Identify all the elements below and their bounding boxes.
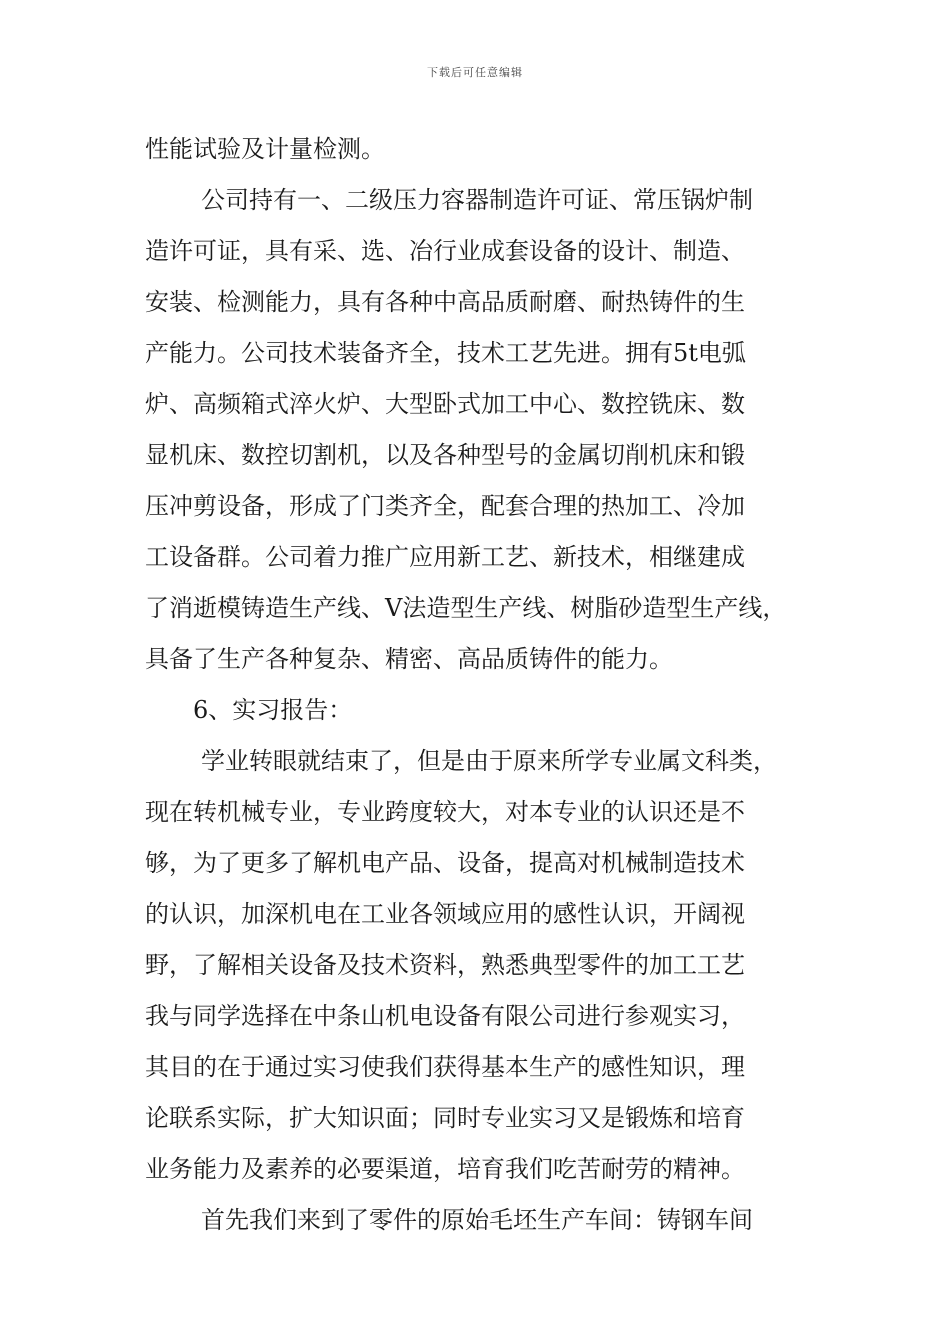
text-line: 其目的在于通过实习使我们获得基本生产的感性知识，理 xyxy=(145,1053,745,1081)
text-line: 公司持有一、二级压力容器制造许可证、常压锅炉制 xyxy=(201,186,753,214)
text-line: 产能力。公司技术装备齐全，技术工艺先进。拥有5t电弧 xyxy=(145,339,746,367)
text-line: 首先我们来到了零件的原始毛坯生产车间：铸钢车间 xyxy=(201,1206,753,1234)
section-heading: 6、实习报告： xyxy=(193,696,353,724)
text-line: 具备了生产各种复杂、精密、高品质铸件的能力。 xyxy=(145,645,673,673)
text-line: 野，了解相关设备及技术资料，熟悉典型零件的加工工艺 xyxy=(145,951,745,979)
text-line: 现在转机械专业，专业跨度较大，对本专业的认识还是不 xyxy=(145,798,745,826)
text-line: 安装、检测能力，具有各种中高品质耐磨、耐热铸件的生 xyxy=(145,288,745,316)
text-line: 的认识，加深机电在工业各领域应用的感性认识，开阔视 xyxy=(145,900,745,928)
text-line: 炉、高频箱式淬火炉、大型卧式加工中心、数控铣床、数 xyxy=(145,390,745,418)
text-line: 够，为了更多了解机电产品、设备，提高对机械制造技术 xyxy=(145,849,745,877)
text-line: 压冲剪设备，形成了门类齐全，配套合理的热加工、冷加 xyxy=(145,492,745,520)
page-header: 下载后可任意编辑 xyxy=(427,66,523,79)
text-line: 论联系实际，扩大知识面；同时专业实习又是锻炼和培育 xyxy=(145,1104,745,1132)
document-body xyxy=(145,124,835,1246)
text-line: 我与同学选择在中条山机电设备有限公司进行参观实习， xyxy=(145,1002,745,1030)
text-line: 性能试验及计量检测。 xyxy=(145,135,385,163)
text-line: 显机床、数控切割机，以及各种型号的金属切削机床和锻 xyxy=(145,441,745,469)
text-line: 造许可证，具有采、选、冶行业成套设备的设计、制造、 xyxy=(145,237,745,265)
text-line: 学业转眼就结束了，但是由于原来所学专业属文科类， xyxy=(201,747,777,775)
text-line: 业务能力及素养的必要渠道，培育我们吃苦耐劳的精神。 xyxy=(145,1155,745,1183)
text-line: 了消逝模铸造生产线、V法造型生产线、树脂砂造型生产线， xyxy=(145,594,787,622)
text-line: 工设备群。公司着力推广应用新工艺、新技术，相继建成 xyxy=(145,543,745,571)
